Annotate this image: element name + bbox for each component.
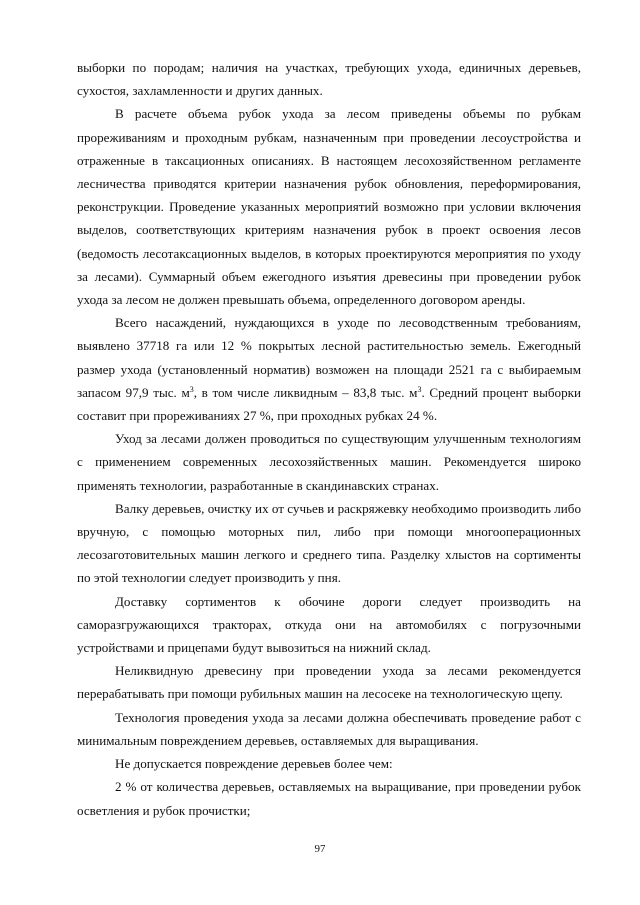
cubic-superscript: 3 [417, 384, 422, 394]
paragraph-stand-statistics [77, 311, 581, 427]
paragraph-delivery: Доставку сортиментов к обочине дороги следует производить на саморазгружающихся тракторах, откуда они на автомобилях с погрузочными устройствами и прицепами будут вывозиться на нижний склад. [77, 593, 581, 656]
page-number: 97 [314, 843, 326, 855]
stand-statistics-text-a: Всего насаждений, нуждающихся в уходе по лесоводственным требованиям, выявлено 37718 га или 12 % покрытых лесной растительностью земель. Ежегодный размер ухода (установленный норматив) возможен на площади 2521 га с выбираемым запасом 97,9 тыс. м [77, 315, 581, 400]
paragraph-felling: Валку деревьев, очистку их от сучьев и раскряжевку необходимо производить либо вручную, с помощью моторных пил, либо при помощи многооперационных лесозаготовительных машин легкого и среднего типа. Разделку хлыстов на сортименты по этой технологии следует производить у пня. [77, 500, 581, 586]
paragraph-continuation: выборки по породам; наличия на участках, требующих ухода, единичных деревьев, сухостоя, захламленности и других данных. [77, 60, 581, 99]
paragraph-nonmerchantable-wood: Неликвидную древесину при проведении ухода за лесами рекомендуется перерабатывать при помощи рубильных машин на лесосеке на технологическую щепу. [77, 663, 581, 702]
body-text [77, 56, 581, 822]
paragraph-damage-limit-item: 2 % от количества деревьев, оставляемых на выращивание, при проведении рубок осветления и рубок прочистки; [77, 779, 581, 818]
stand-statistics-text-b: , в том числе ликвидным – 83,8 тыс. м [193, 384, 418, 400]
paragraph-damage-limit-intro: Не допускается повреждение деревьев более чем: [115, 756, 393, 772]
paragraph-minimal-damage: Технология проведения ухода за лесами должна обеспечивать проведение работ с минимальным повреждением деревьев, оставляемых для выращивания. [77, 709, 581, 748]
paragraph-thinning-volume: В расчете объема рубок ухода за лесом приведены объемы по рубкам прореживаниям и проходным рубкам, назначенным при проведении лесоустройства и отраженные в таксационных описаниях. В настоящем лесохозяйственном регламенте лесничества приводятся критерии назначения рубок обновления, переформирования, реконструкции. Проведение указанных мероприятий возможно при условии включения выделов, соответствующих критериям назначения рубок в проект освоения лесов (ведомость лесотаксационных выделов, в которых проектируются мероприятия по уходу за лесами). Суммарный объем ежегодного изъятия древесины при проведении рубок ухода за лесом не должен превышать объема, определенного договором аренды. [77, 106, 581, 308]
paragraph-technologies: Уход за лесами должен проводиться по существующим улучшенным технологиям с применением современных лесохозяйственных машин. Рекомендуется широко применять технологии, разработанные в скандинавских странах. [77, 431, 581, 493]
cubic-superscript: 3 [189, 384, 194, 394]
stand-statistics-text-c: . Средний процент выборки составит при прореживаниях 27 %, при проходных рубках 24 %. [77, 384, 581, 424]
